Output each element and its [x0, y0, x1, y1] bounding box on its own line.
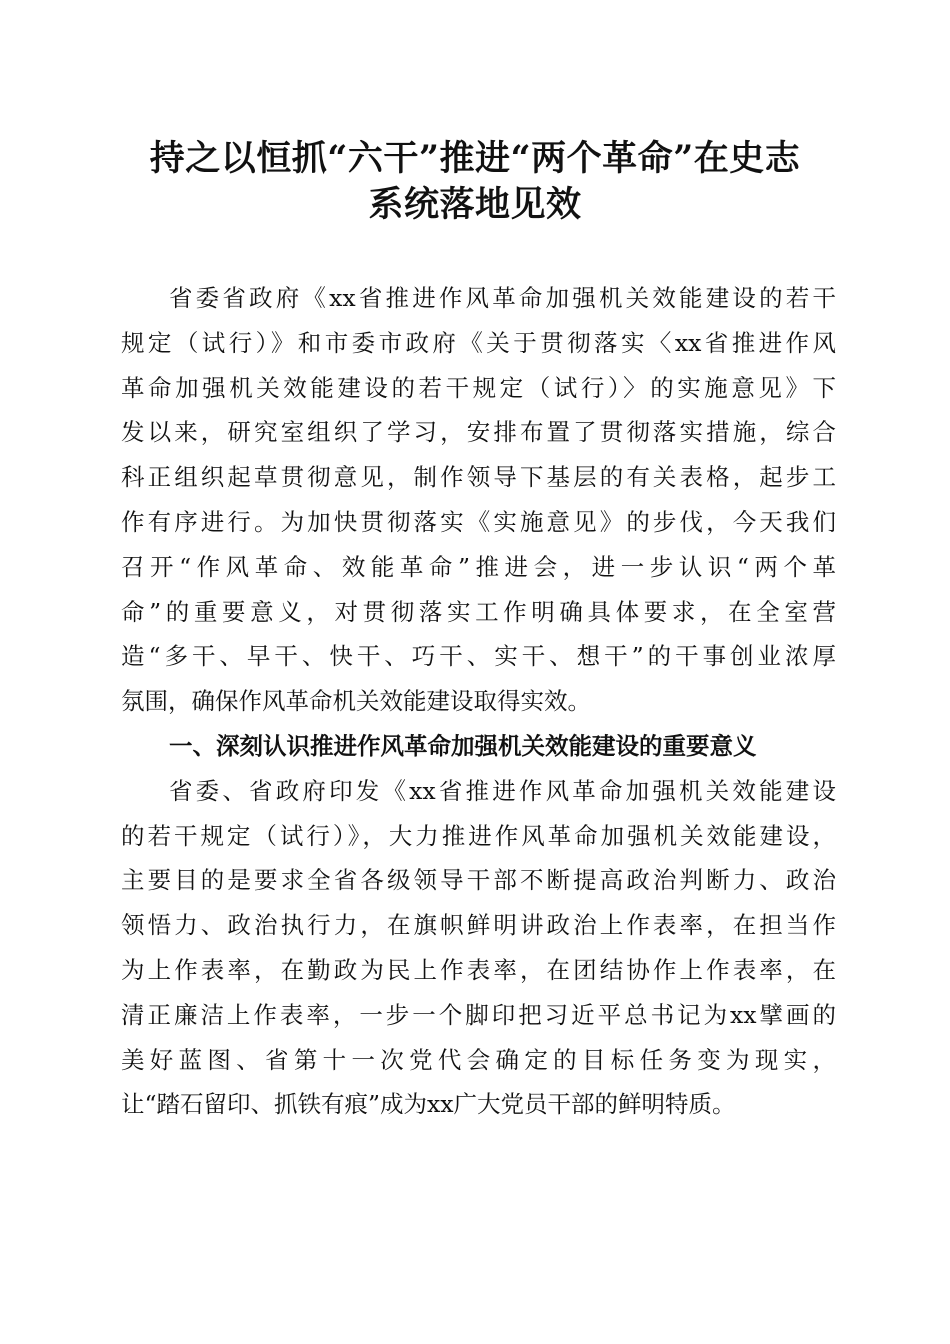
paragraph-line: 清正廉洁上作表率，一步一个脚印把习近平总书记为xx擘画的: [121, 1000, 836, 1029]
paragraph-line: 命”的重要意义，对贯彻落实工作明确具体要求，在全室营: [121, 597, 836, 626]
paragraph-line: 领悟力、政治执行力，在旗帜鲜明讲政治上作表率，在担当作: [121, 911, 836, 940]
paragraph-line: 作有序进行。为加快贯彻落实《实施意见》的步伐，今天我们: [121, 507, 836, 536]
paragraph-2: [121, 769, 836, 1127]
document-body: [121, 276, 836, 1127]
document-title: [80, 136, 870, 228]
paragraph-line: 省委省政府《xx省推进作风革命加强机关效能建设的若干: [169, 284, 836, 312]
paragraph-line: 规定（试行）》和市委市政府《关于贯彻落实〈xx省推进作风: [121, 328, 836, 357]
title-line: 持之以恒抓“六干”推进“两个革命”在史志: [149, 138, 801, 179]
section-heading: 一、深刻认识推进作风革命加强机关效能建设的重要意义: [169, 731, 757, 760]
paragraph-line: 氛围，确保作风革命机关效能建设取得实效。: [121, 687, 591, 716]
paragraph-line: 为上作表率，在勤政为民上作表率，在团结协作上作表率，在: [121, 955, 836, 984]
paragraph-line: 召开“作风革命、效能革命”推进会，进一步认识“两个革: [121, 552, 836, 581]
paragraph-line: 省委、省政府印发《xx省推进作风革命加强机关效能建设: [169, 776, 836, 805]
paragraph-line: 让“踏石留印、抓铁有痕”成为xx广大党员干部的鲜明特质。: [121, 1090, 736, 1119]
paragraph-1: [121, 276, 836, 724]
title-line: 系统落地见效: [368, 184, 582, 225]
paragraph-line: 造“多干、早干、快干、巧干、实干、想干”的干事创业浓厚: [121, 642, 836, 671]
paragraph-line: 科正组织起草贯彻意见，制作领导下基层的有关表格，起步工: [121, 463, 836, 492]
paragraph-line: 主要目的是要求全省各级领导干部不断提高政治判断力、政治: [121, 866, 836, 895]
paragraph-line: 革命加强机关效能建设的若干规定（试行）〉的实施意见》下: [121, 373, 836, 402]
paragraph-line: 的若干规定（试行）》，大力推进作风革命加强机关效能建设，: [121, 821, 836, 850]
paragraph-line: 美好蓝图、省第十一次党代会确定的目标任务变为现实，: [121, 1045, 836, 1074]
paragraph-line: 发以来，研究室组织了学习，安排布置了贯彻落实措施，综合: [121, 418, 836, 447]
